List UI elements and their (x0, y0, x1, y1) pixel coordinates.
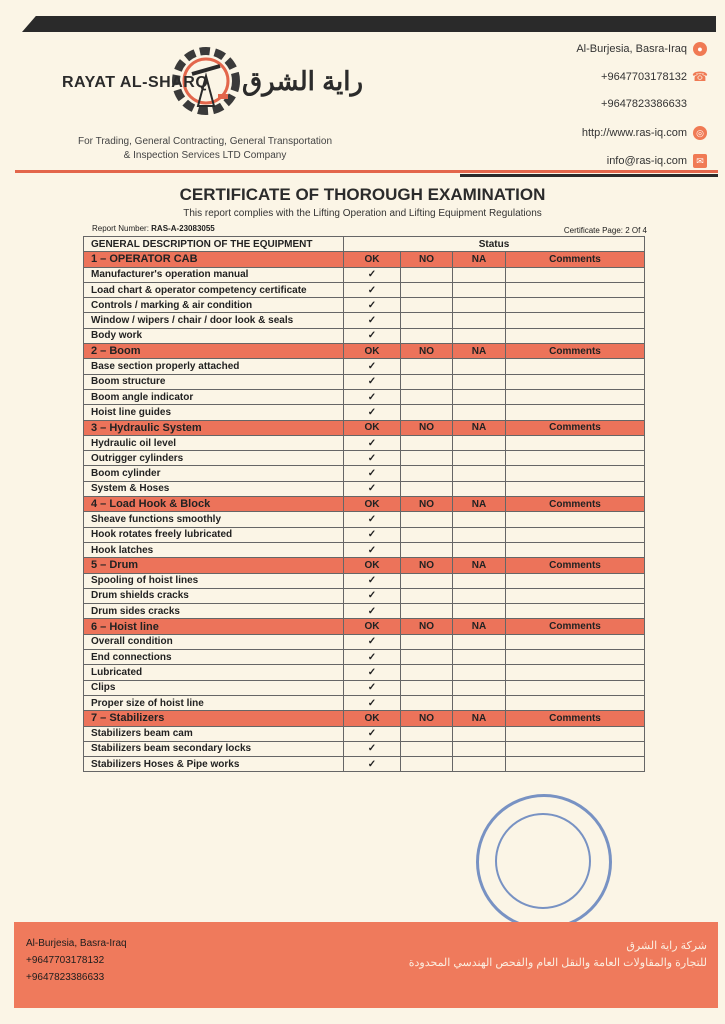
table-row (84, 451, 645, 466)
no-cell (401, 389, 453, 404)
ok-header: OK (344, 420, 401, 435)
table-row (84, 650, 645, 665)
table-row (84, 573, 645, 588)
examination-table (83, 236, 645, 772)
ok-check-mark: ✓ (344, 665, 401, 680)
no-cell (401, 634, 453, 649)
na-cell (453, 741, 506, 756)
table-row (84, 741, 645, 756)
na-cell (453, 542, 506, 557)
na-cell (453, 573, 506, 588)
item-label: Body work (84, 328, 344, 343)
section-header-row (84, 711, 645, 726)
no-header: NO (401, 558, 453, 573)
no-cell (401, 757, 453, 772)
table-row (84, 726, 645, 741)
ok-check-mark: ✓ (344, 680, 401, 695)
no-cell (401, 726, 453, 741)
no-cell (401, 298, 453, 313)
header-divider-red (15, 170, 718, 173)
footer-phone-2: +9647823386633 (26, 972, 105, 983)
no-cell (401, 588, 453, 603)
na-header: NA (453, 711, 506, 726)
item-label: Outrigger cylinders (84, 451, 344, 466)
table-row (84, 757, 645, 772)
comments-cell (506, 680, 645, 695)
na-header: NA (453, 252, 506, 267)
table-row (84, 405, 645, 420)
item-label: Stabilizers Hoses & Pipe works (84, 757, 344, 772)
no-cell (401, 328, 453, 343)
ok-check-mark: ✓ (344, 757, 401, 772)
item-label: Stabilizers beam secondary locks (84, 741, 344, 756)
na-cell (453, 604, 506, 619)
item-label: Clips (84, 680, 344, 695)
section-header-row (84, 252, 645, 267)
ok-check-mark: ✓ (344, 282, 401, 297)
ok-check-mark: ✓ (344, 451, 401, 466)
no-cell (401, 313, 453, 328)
report-number-value: RAS-A-23083055 (151, 224, 215, 233)
na-cell (453, 527, 506, 542)
ok-check-mark: ✓ (344, 512, 401, 527)
table-row (84, 542, 645, 557)
comments-cell (506, 665, 645, 680)
ok-check-mark: ✓ (344, 328, 401, 343)
header-dark-bar (22, 16, 716, 32)
website-text: http://www.ras-iq.com (581, 127, 687, 139)
item-label: Lubricated (84, 665, 344, 680)
comments-cell (506, 481, 645, 496)
section-header-row (84, 558, 645, 573)
table-row (84, 389, 645, 404)
ok-header: OK (344, 711, 401, 726)
comments-cell (506, 573, 645, 588)
no-cell (401, 573, 453, 588)
table-row (84, 512, 645, 527)
item-label: Boom angle indicator (84, 389, 344, 404)
na-header: NA (453, 344, 506, 359)
no-header: NO (401, 497, 453, 512)
na-header: NA (453, 558, 506, 573)
ok-check-mark: ✓ (344, 267, 401, 282)
na-cell (453, 298, 506, 313)
item-label: Spooling of hoist lines (84, 573, 344, 588)
na-cell (453, 757, 506, 772)
comments-cell (506, 542, 645, 557)
comments-header: Comments (506, 558, 645, 573)
table-row (84, 298, 645, 313)
ok-check-mark: ✓ (344, 695, 401, 710)
comments-cell (506, 313, 645, 328)
document-subtitle: This report complies with the Lifting Operation and Lifting Equipment Regulations (183, 208, 542, 219)
na-cell (453, 359, 506, 374)
ok-check-mark: ✓ (344, 573, 401, 588)
comments-cell (506, 267, 645, 282)
ok-header: OK (344, 252, 401, 267)
no-cell (401, 359, 453, 374)
na-cell (453, 282, 506, 297)
na-header: NA (453, 497, 506, 512)
no-cell (401, 695, 453, 710)
no-cell (401, 405, 453, 420)
comments-cell (506, 435, 645, 450)
status-header: Status (344, 237, 645, 252)
ok-check-mark: ✓ (344, 481, 401, 496)
email-text: info@ras-iq.com (606, 155, 687, 167)
ok-check-mark: ✓ (344, 389, 401, 404)
ok-check-mark: ✓ (344, 527, 401, 542)
comments-cell (506, 726, 645, 741)
table-row (84, 665, 645, 680)
section-header-row (84, 619, 645, 634)
table-header-row (84, 237, 645, 252)
comments-cell (506, 466, 645, 481)
comments-cell (506, 405, 645, 420)
ok-check-mark: ✓ (344, 374, 401, 389)
envelope-icon: ✉ (693, 154, 707, 168)
table-row (84, 466, 645, 481)
item-label: Drum shields cracks (84, 588, 344, 603)
comments-cell (506, 374, 645, 389)
ok-header: OK (344, 558, 401, 573)
table-row (84, 374, 645, 389)
na-cell (453, 405, 506, 420)
no-cell (401, 741, 453, 756)
na-cell (453, 726, 506, 741)
ok-header: OK (344, 619, 401, 634)
na-header: NA (453, 619, 506, 634)
comments-header: Comments (506, 619, 645, 634)
no-header: NO (401, 619, 453, 634)
footer-arabic-line-2: للتجارة والمقاولات العامة والنقل العام والفحص الهندسي المحدودة (408, 957, 707, 969)
na-cell (453, 435, 506, 450)
comments-cell (506, 695, 645, 710)
footer-address: Al-Burjesia, Basra-Iraq (26, 938, 127, 949)
item-label: Hydraulic oil level (84, 435, 344, 450)
comments-cell (506, 359, 645, 374)
comments-header: Comments (506, 497, 645, 512)
table-row (84, 588, 645, 603)
phone-icon: ☎ (691, 69, 709, 84)
table-row (84, 267, 645, 282)
ok-check-mark: ✓ (344, 650, 401, 665)
comments-cell (506, 650, 645, 665)
ok-check-mark: ✓ (344, 588, 401, 603)
item-label: Hook latches (84, 542, 344, 557)
no-cell (401, 650, 453, 665)
item-label: Sheave functions smoothly (84, 512, 344, 527)
no-cell (401, 267, 453, 282)
comments-cell (506, 451, 645, 466)
ok-header: OK (344, 344, 401, 359)
section-title: 1 – OPERATOR CAB (84, 252, 344, 267)
contact-phone-2 (601, 98, 707, 110)
ok-check-mark: ✓ (344, 359, 401, 374)
ok-check-mark: ✓ (344, 405, 401, 420)
comments-cell (506, 741, 645, 756)
na-cell (453, 267, 506, 282)
na-cell (453, 588, 506, 603)
item-label: Load chart & operator competency certificate (84, 282, 344, 297)
section-title: 5 – Drum (84, 558, 344, 573)
ok-check-mark: ✓ (344, 542, 401, 557)
item-label: Drum sides cracks (84, 604, 344, 619)
na-cell (453, 389, 506, 404)
table-row (84, 604, 645, 619)
na-cell (453, 451, 506, 466)
table-row (84, 359, 645, 374)
comments-header: Comments (506, 344, 645, 359)
document-title: CERTIFICATE OF THOROUGH EXAMINATION (179, 185, 546, 204)
ok-check-mark: ✓ (344, 313, 401, 328)
footer-arabic (409, 938, 707, 972)
no-header: NO (401, 711, 453, 726)
item-label: End connections (84, 650, 344, 665)
item-label: Overall condition (84, 634, 344, 649)
item-label: Proper size of hoist line (84, 695, 344, 710)
no-cell (401, 466, 453, 481)
company-stamp (476, 794, 612, 930)
no-cell (401, 512, 453, 527)
item-label: Controls / marking & air condition (84, 298, 344, 313)
item-label: Manufacturer's operation manual (84, 267, 344, 282)
globe-icon: ◎ (693, 126, 707, 140)
company-tagline (60, 135, 350, 163)
item-label: Boom structure (84, 374, 344, 389)
comments-cell (506, 328, 645, 343)
location-pin-icon: ● (693, 42, 707, 56)
item-label: Hoist line guides (84, 405, 344, 420)
comments-cell (506, 512, 645, 527)
certificate-page: Certificate Page: 2 Of 4 (563, 226, 647, 235)
general-description-header: GENERAL DESCRIPTION OF THE EQUIPMENT (84, 237, 344, 252)
ok-check-mark: ✓ (344, 726, 401, 741)
footer-contact (26, 935, 127, 986)
na-cell (453, 481, 506, 496)
section-header-row (84, 344, 645, 359)
footer-phone-1: +9647703178132 (26, 955, 105, 966)
table-row (84, 313, 645, 328)
no-cell (401, 435, 453, 450)
no-cell (401, 680, 453, 695)
phone-1-text: +9647703178132 (601, 71, 687, 83)
company-name-en: RAYAT AL-SHARQ (62, 74, 209, 91)
no-header: NO (401, 344, 453, 359)
item-label: Hook rotates freely lubricated (84, 527, 344, 542)
contact-website (582, 126, 707, 140)
ok-check-mark: ✓ (344, 298, 401, 313)
ok-header: OK (344, 497, 401, 512)
no-cell (401, 665, 453, 680)
na-cell (453, 680, 506, 695)
item-label: Window / wipers / chair / door look & seals (84, 313, 344, 328)
no-header: NO (401, 420, 453, 435)
item-label: Boom cylinder (84, 466, 344, 481)
ok-check-mark: ✓ (344, 741, 401, 756)
no-cell (401, 527, 453, 542)
comments-header: Comments (506, 420, 645, 435)
comments-cell (506, 634, 645, 649)
no-header: NO (401, 252, 453, 267)
table-row (84, 527, 645, 542)
no-cell (401, 481, 453, 496)
contact-address (576, 42, 707, 56)
company-name-ar: راية الشرق (242, 66, 364, 96)
report-number-label: Report Number: (92, 224, 149, 233)
na-cell (453, 665, 506, 680)
no-cell (401, 282, 453, 297)
table-row (84, 481, 645, 496)
table-row (84, 695, 645, 710)
na-cell (453, 328, 506, 343)
section-title: 2 – Boom (84, 344, 344, 359)
na-header: NA (453, 420, 506, 435)
table-row (84, 435, 645, 450)
na-cell (453, 313, 506, 328)
header-divider-dark (460, 174, 718, 177)
na-cell (453, 634, 506, 649)
ok-check-mark: ✓ (344, 435, 401, 450)
section-title: 7 – Stabilizers (84, 711, 344, 726)
contact-phone-1 (601, 70, 707, 84)
comments-header: Comments (506, 711, 645, 726)
comments-cell (506, 757, 645, 772)
address-text: Al-Burjesia, Basra-Iraq (576, 43, 687, 55)
table-row (84, 634, 645, 649)
na-cell (453, 512, 506, 527)
comments-cell (506, 298, 645, 313)
item-label: System & Hoses (84, 481, 344, 496)
comments-cell (506, 282, 645, 297)
na-cell (453, 374, 506, 389)
phone-2-text: +9647823386633 (601, 98, 687, 110)
comments-cell (506, 604, 645, 619)
footer-arabic-line-1: شركة راية الشرق (626, 940, 707, 952)
section-title: 3 – Hydraulic System (84, 420, 344, 435)
comments-cell (506, 527, 645, 542)
section-title: 6 – Hoist line (84, 619, 344, 634)
section-header-row (84, 420, 645, 435)
na-cell (453, 695, 506, 710)
comments-cell (506, 389, 645, 404)
ok-check-mark: ✓ (344, 466, 401, 481)
item-label: Base section properly attached (84, 359, 344, 374)
section-title: 4 – Load Hook & Block (84, 497, 344, 512)
comments-cell (506, 588, 645, 603)
comments-header: Comments (506, 252, 645, 267)
no-cell (401, 542, 453, 557)
table-row (84, 282, 645, 297)
table-row (84, 680, 645, 695)
section-header-row (84, 497, 645, 512)
item-label: Stabilizers beam cam (84, 726, 344, 741)
contact-email (607, 154, 707, 168)
table-row (84, 328, 645, 343)
no-cell (401, 604, 453, 619)
report-number (92, 224, 215, 233)
na-cell (453, 466, 506, 481)
no-cell (401, 451, 453, 466)
ok-check-mark: ✓ (344, 634, 401, 649)
no-cell (401, 374, 453, 389)
ok-check-mark: ✓ (344, 604, 401, 619)
tagline-line-1: For Trading, General Contracting, General Transportation (77, 136, 333, 147)
na-cell (453, 650, 506, 665)
tagline-line-2: & Inspection Services LTD Company (123, 150, 287, 161)
